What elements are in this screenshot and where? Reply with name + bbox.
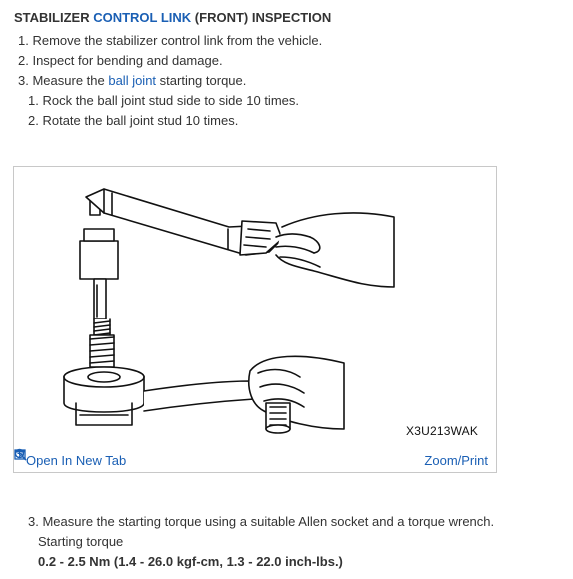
torque-wrench-illustration (14, 167, 496, 447)
step-number: 3. (28, 514, 39, 529)
open-in-new-tab-label: Open In New Tab (26, 452, 127, 468)
open-in-new-tab-button[interactable] (26, 453, 126, 468)
section-title (14, 10, 331, 25)
step-text: starting torque. (156, 73, 247, 88)
step-number: 2. (28, 113, 39, 128)
figure-toolbar (14, 448, 496, 472)
step-3 (14, 71, 322, 91)
step-text: Rotate the ball joint stud 10 times. (42, 113, 239, 128)
step-number: 1. (28, 93, 39, 108)
step-text: Inspect for bending and damage. (32, 53, 223, 68)
step-1 (14, 31, 322, 51)
step-number: 1. (18, 33, 29, 48)
step-text: Rock the ball joint stud side to side 10 times. (42, 93, 299, 108)
title-suffix: (FRONT) INSPECTION (191, 10, 332, 25)
step-text: Measure the (32, 73, 109, 88)
figure-container (13, 166, 497, 473)
substep-2 (14, 111, 322, 131)
torque-spec: 0.2 - 2.5 Nm (1.4 - 26.0 kgf-cm, 1.3 - 22.0 inch-lbs.) (38, 554, 343, 569)
substep-1 (14, 91, 322, 111)
magnifier-icon (14, 448, 27, 461)
inspection-steps (14, 31, 322, 131)
step-number: 3. (18, 73, 29, 88)
starting-torque-label: Starting torque (38, 534, 124, 549)
step-3-measure (28, 512, 494, 532)
zoom-print-button[interactable] (424, 453, 488, 468)
ball-joint-link[interactable]: ball joint (108, 73, 157, 88)
step-number: 2. (18, 53, 29, 68)
step-text: Remove the stabilizer control link from the vehicle. (32, 33, 323, 48)
figure-code: X3U213WAK (406, 424, 479, 438)
zoom-print-label: Zoom/Print (424, 452, 488, 468)
step-2 (14, 51, 322, 71)
torque-measurement-step (28, 512, 494, 572)
title-prefix: STABILIZER (14, 10, 94, 25)
step-text: Measure the starting torque using a suitable Allen socket and a torque wrench. (42, 514, 495, 529)
control-link-link[interactable]: CONTROL LINK (93, 10, 192, 25)
